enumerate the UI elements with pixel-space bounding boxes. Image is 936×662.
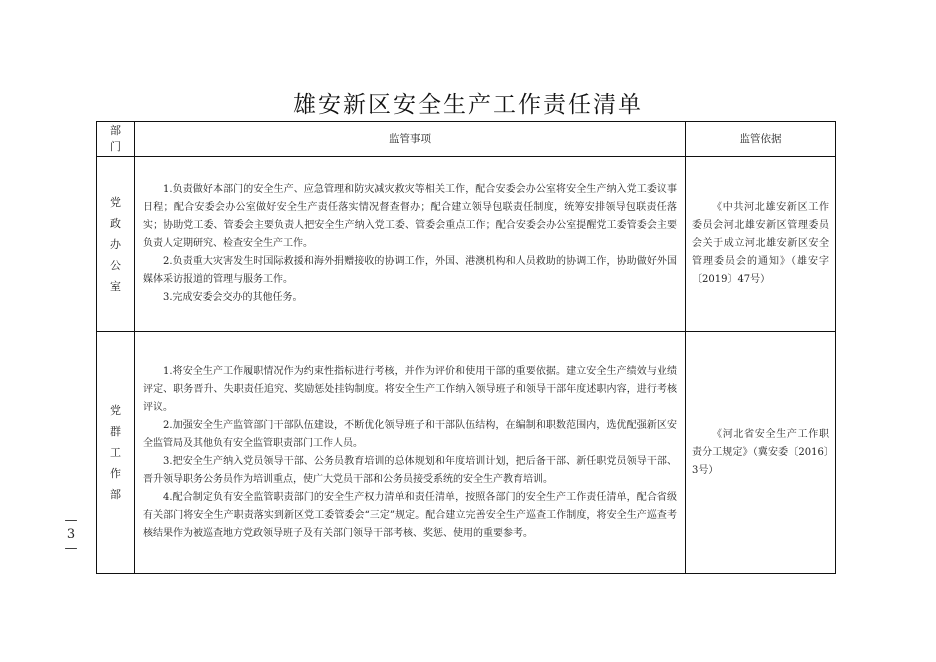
item-paragraph: 2.负责重大灾害发生时国际救援和海外捐赠接收的协调工作，外国、港澳机构和人员救助的协调工作，协助做好外国媒体采访报道的管理与服务工作。: [143, 256, 677, 285]
header-department-char: 部: [110, 124, 121, 137]
responsibility-table: [96, 121, 836, 574]
item-paragraph: 3.把安全生产纳入党员领导干部、公务员教育培训的总体规划和年度培训计划，把后备干部、新任职党员领导干部、晋升领导职务公务员作为培训重点，使广大党员干部和公务员接受系统的安全生产教育培训。: [143, 455, 677, 485]
header-items: 监管事项: [135, 122, 686, 157]
department-cell: [97, 157, 135, 332]
item-paragraph: 4.配合制定负有安全监管职责部门的安全生产权力清单和责任清单，按照各部门的安全生产工作责任清单，配合省级有关部门将安全生产职责落实到新区党工委管委会“三定”规定。配合建立完善安全生产巡查工作制度，将安全生产巡查考核结果作为被巡查地方党政领导班子及有关部门领导干部考核、奖惩、使用的重要参考。: [143, 491, 677, 539]
items-cell: [135, 157, 686, 332]
header-basis: 监管依据: [686, 122, 836, 157]
basis-cell: [686, 332, 836, 574]
department-char: 部: [110, 488, 121, 501]
department-char: 室: [110, 279, 121, 293]
department-char: 党: [110, 195, 121, 209]
header-department: [97, 122, 135, 157]
item-paragraph: 2.加强安全生产监管部门干部队伍建设，不断优化领导班子和干部队伍结构，在编制和职数范围内，选优配强新区安全监管局及其他负有安全监管职责部门工作人员。: [143, 419, 677, 449]
department-char: 作: [110, 467, 121, 480]
department-char: 公: [110, 258, 121, 272]
department-char: 办: [110, 237, 121, 251]
department-char: 党: [110, 404, 121, 417]
basis-text: 《河北省安全生产工作职责分工规定》（冀安委〔2016〕3号）: [692, 428, 829, 476]
basis-text: 《中共河北雄安新区工作委员会河北雄安新区管理委员会关于成立河北雄安新区安全管理委员会的通知》（雄安字〔2019〕47号）: [692, 202, 829, 285]
table-header-row: [97, 122, 836, 157]
basis-cell: [686, 157, 836, 332]
item-paragraph: 3.完成安委会交办的其他任务。: [163, 292, 303, 303]
header-department-char: 门: [110, 140, 121, 153]
department-char: 群: [110, 425, 121, 438]
table-row: [97, 157, 836, 332]
item-paragraph: 1.负责做好本部门的安全生产、应急管理和防灾减灾救灾等相关工作，配合安委会办公室将安全生产纳入党工委议事日程；配合安委会办公室做好安全生产责任落实情况督查督办；配合建立领导包联责任制度，统筹安排领导包联责任落实；协助党工委、管委会主要负责人把安全生产纳入党工委、管委会重点工作；配合安委会办公室提醒党工委管委会主要负责人定期研究、检查安全生产工作。: [143, 184, 677, 249]
page-number-dash: —: [64, 541, 78, 556]
department-char: 政: [110, 216, 121, 230]
item-paragraph: 1.将安全生产工作履职情况作为约束性指标进行考核，并作为评价和使用干部的重要依据。建立安全生产绩效与业绩评定、职务晋升、失职责任追究、奖励惩处挂钩制度。将安全生产工作纳入领导班子和领导干部年度述职内容，进行考核评议。: [143, 365, 677, 413]
items-cell: [135, 332, 686, 574]
department-char: 工: [110, 446, 121, 459]
page-number-dash: —: [64, 513, 78, 528]
table-row: [97, 332, 836, 574]
department-cell: [97, 332, 135, 574]
page-number-value: 3: [66, 527, 76, 542]
page-number: [64, 514, 78, 556]
page-title: 雄安新区安全生产工作责任清单: [293, 92, 643, 118]
